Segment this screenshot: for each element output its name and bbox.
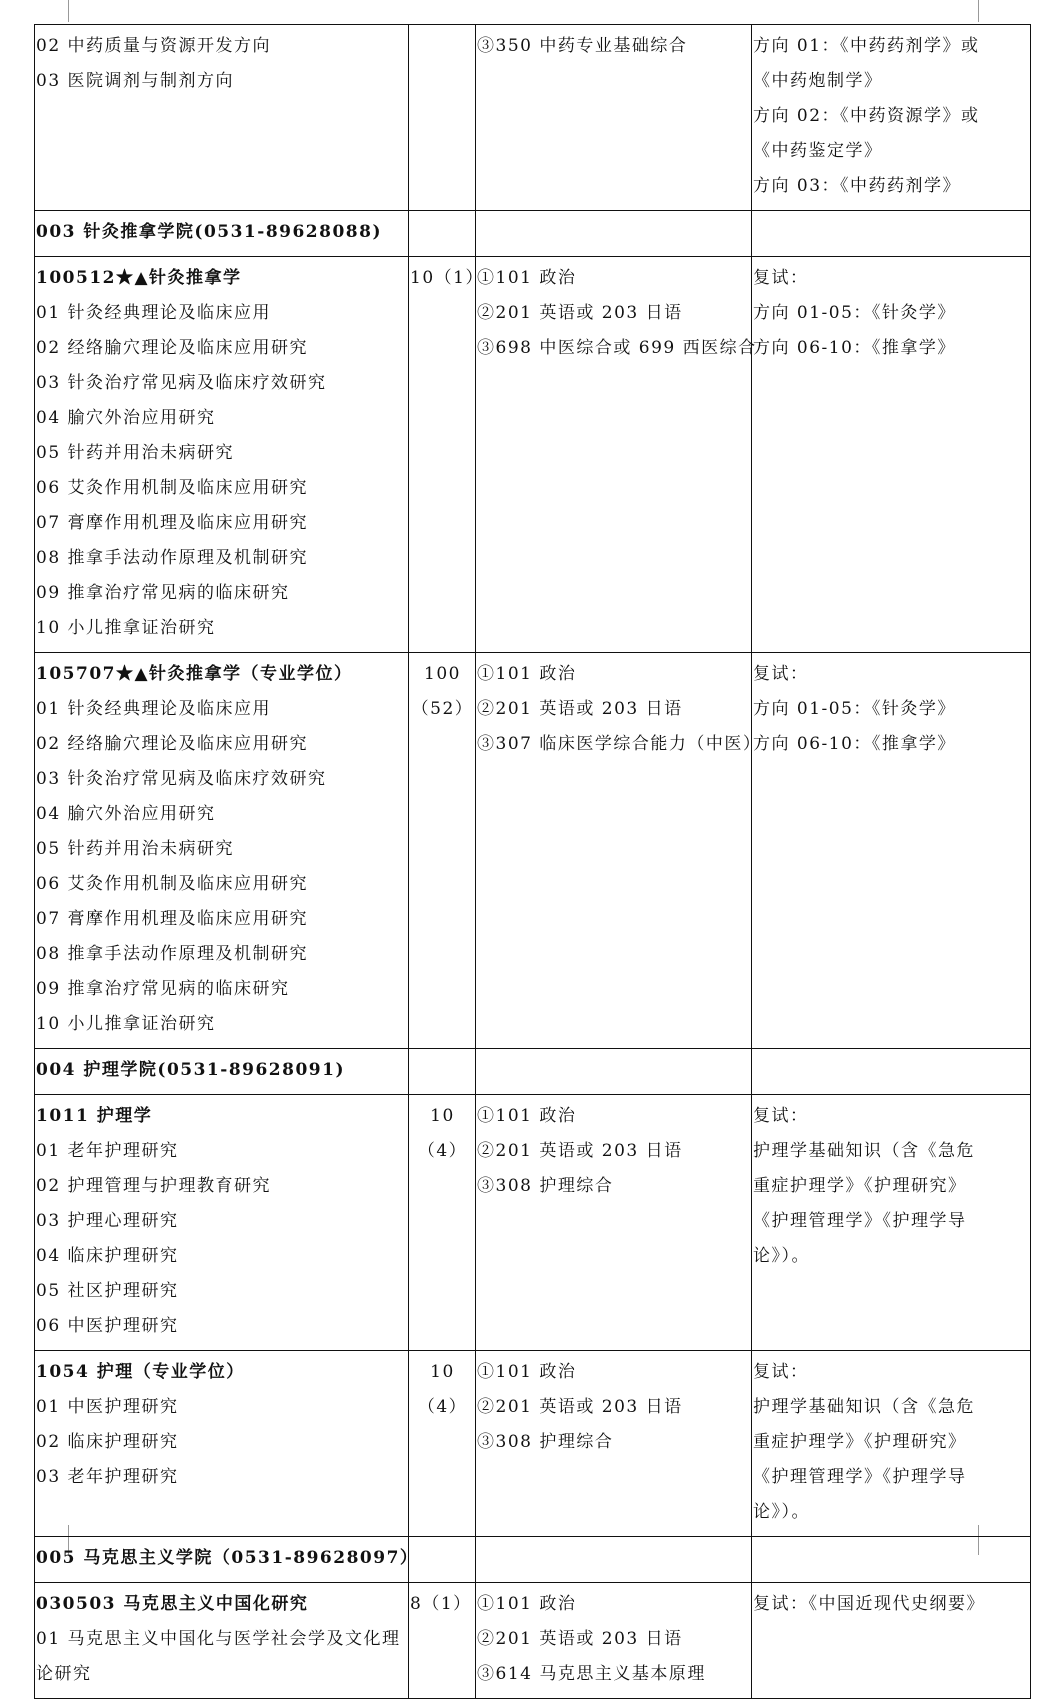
research-direction: 02 临床护理研究	[36, 1432, 179, 1452]
enrollment-quota: 100	[424, 664, 461, 684]
reexam-note: 重症护理学》《护理研究》	[753, 1176, 967, 1196]
research-direction: 02 经络腧穴理论及临床应用研究	[36, 338, 309, 358]
exam-subject: ②201 英语或 203 日语	[477, 1397, 683, 1417]
college-name: 003 针灸推拿学院(0531-89628088)	[36, 222, 382, 242]
quota-cell	[409, 25, 476, 211]
exam-subject: ③307 临床医学综合能力（中医）	[477, 734, 762, 754]
reexam-note: 护理学基础知识（含《急危	[753, 1397, 975, 1417]
exam-subject: ①101 政治	[477, 268, 577, 288]
empty-cell	[476, 1537, 752, 1583]
notes-cell	[752, 1095, 1031, 1351]
empty-cell	[752, 1537, 1031, 1583]
enrollment-quota: 10	[430, 1106, 455, 1126]
empty-cell	[409, 211, 476, 257]
enrollment-quota: 10	[430, 1362, 455, 1382]
notes-cell	[752, 257, 1031, 653]
major-title: 1011 护理学	[36, 1106, 153, 1126]
major-row	[35, 653, 1031, 1049]
reexam-note: 方向 01-05：《针灸学》	[753, 303, 956, 323]
research-direction: 03 老年护理研究	[36, 1467, 179, 1487]
research-direction: 06 中医护理研究	[36, 1316, 179, 1336]
major-cell	[35, 1095, 409, 1351]
exam-subject: ②201 英语或 203 日语	[477, 1629, 683, 1649]
major-cell	[35, 1351, 409, 1537]
enrollment-quota: 10（1）	[410, 268, 484, 288]
reexam-note: 《护理管理学》《护理学导	[753, 1467, 967, 1487]
exam-subject: ①101 政治	[477, 1362, 577, 1382]
reexam-note: 方向 06-10：《推拿学》	[753, 338, 956, 358]
exam-subjects-cell	[476, 1583, 752, 1699]
research-direction: 03 针灸治疗常见病及临床疗效研究	[36, 769, 327, 789]
college-name-cell	[35, 1049, 409, 1095]
reexam-note: 《中药炮制学》	[753, 71, 883, 91]
exam-subject: ③698 中医综合或 699 西医综合	[477, 338, 757, 358]
exam-subject: ③308 护理综合	[477, 1176, 614, 1196]
enrollment-quota: 8（1）	[410, 1594, 472, 1614]
reexam-note: 复试：《中国近现代史纲要》	[753, 1594, 985, 1614]
major-cell	[35, 25, 409, 211]
research-direction: 01 老年护理研究	[36, 1141, 179, 1161]
major-title: 1054 护理（专业学位）	[36, 1362, 245, 1382]
notes-cell	[752, 1351, 1031, 1537]
notes-cell	[752, 1583, 1031, 1699]
research-direction: 09 推拿治疗常见病的临床研究	[36, 583, 290, 603]
research-direction: 03 针灸治疗常见病及临床疗效研究	[36, 373, 327, 393]
major-title: 100512★▲针灸推拿学	[36, 268, 242, 288]
enrollment-quota: （4）	[417, 1397, 468, 1417]
reexam-note: 复试：	[753, 268, 809, 288]
exam-subject: ③308 护理综合	[477, 1432, 614, 1452]
empty-cell	[752, 211, 1031, 257]
reexam-note: 复试：	[753, 1362, 809, 1382]
notes-cell	[752, 25, 1031, 211]
reexam-note: 方向 06-10：《推拿学》	[753, 734, 956, 754]
exam-subject: ③350 中药专业基础综合	[477, 36, 688, 56]
quota-cell	[409, 1351, 476, 1537]
reexam-note: 《中药鉴定学》	[753, 141, 883, 161]
exam-subjects-cell	[476, 1095, 752, 1351]
college-name: 004 护理学院(0531-89628091)	[36, 1060, 345, 1080]
research-direction: 01 马克思主义中国化与医学社会学及文化理论研究	[36, 1629, 401, 1684]
exam-subject: ②201 英语或 203 日语	[477, 1141, 683, 1161]
empty-cell	[409, 1537, 476, 1583]
college-name-cell	[35, 211, 409, 257]
exam-subject: ①101 政治	[477, 1594, 577, 1614]
research-direction: 09 推拿治疗常见病的临床研究	[36, 979, 290, 999]
research-direction: 03 医院调剂与制剂方向	[36, 71, 235, 91]
research-direction: 03 护理心理研究	[36, 1211, 179, 1231]
college-header-row	[35, 1537, 1031, 1583]
major-cell	[35, 257, 409, 653]
empty-cell	[409, 1049, 476, 1095]
empty-cell	[476, 1049, 752, 1095]
college-header-row	[35, 1049, 1031, 1095]
exam-subject: ①101 政治	[477, 664, 577, 684]
crop-mark-top-left	[68, 0, 69, 22]
research-direction: 08 推拿手法动作原理及机制研究	[36, 944, 309, 964]
exam-subjects-cell	[476, 653, 762, 1049]
exam-subject: ②201 英语或 203 日语	[477, 303, 683, 323]
empty-cell	[752, 1049, 1031, 1095]
reexam-note: 方向 01：《中药药剂学》或	[753, 36, 980, 56]
quota-cell	[409, 1583, 476, 1699]
reexam-note: 方向 03：《中药药剂学》	[753, 176, 962, 196]
research-direction: 01 针灸经典理论及临床应用	[36, 699, 272, 719]
quota-cell	[409, 1095, 476, 1351]
reexam-note: 论》）。	[753, 1502, 810, 1522]
exam-subject: ②201 英语或 203 日语	[477, 699, 683, 719]
research-direction: 08 推拿手法动作原理及机制研究	[36, 548, 309, 568]
research-direction: 01 中医护理研究	[36, 1397, 179, 1417]
exam-subject: ③614 马克思主义基本原理	[477, 1664, 706, 1684]
major-cell	[35, 1583, 409, 1699]
research-direction: 01 针灸经典理论及临床应用	[36, 303, 272, 323]
research-direction: 10 小儿推拿证治研究	[36, 618, 216, 638]
research-direction: 05 针药并用治未病研究	[36, 443, 235, 463]
major-cell	[35, 653, 409, 1049]
major-row	[35, 1583, 1031, 1699]
reexam-note: 论》）。	[753, 1246, 810, 1266]
research-direction: 04 腧穴外治应用研究	[36, 408, 216, 428]
empty-cell	[476, 211, 752, 257]
quota-cell	[409, 257, 484, 653]
research-direction: 02 经络腧穴理论及临床应用研究	[36, 734, 309, 754]
research-direction: 02 护理管理与护理教育研究	[36, 1176, 272, 1196]
reexam-note: 方向 02：《中药资源学》或	[753, 106, 980, 126]
research-direction: 06 艾灸作用机制及临床应用研究	[36, 478, 309, 498]
major-row	[35, 257, 1031, 653]
major-row	[35, 1351, 1031, 1537]
exam-subjects-cell	[476, 25, 752, 211]
research-direction: 07 膏摩作用机理及临床应用研究	[36, 513, 309, 533]
quota-cell	[409, 653, 476, 1049]
notes-cell	[752, 653, 1031, 1049]
research-direction: 04 腧穴外治应用研究	[36, 804, 216, 824]
enrollment-quota: （4）	[417, 1141, 468, 1161]
reexam-note: 方向 01-05：《针灸学》	[753, 699, 956, 719]
reexam-note: 《护理管理学》《护理学导	[753, 1211, 967, 1231]
major-row	[35, 25, 1031, 211]
exam-subjects-cell	[476, 1351, 752, 1537]
research-direction: 06 艾灸作用机制及临床应用研究	[36, 874, 309, 894]
college-name-cell	[35, 1537, 419, 1583]
research-direction: 05 社区护理研究	[36, 1281, 179, 1301]
reexam-note: 重症护理学》《护理研究》	[753, 1432, 967, 1452]
college-name: 005 马克思主义学院（0531-89628097）	[36, 1548, 419, 1568]
crop-mark-top-right	[978, 0, 979, 22]
research-direction: 07 膏摩作用机理及临床应用研究	[36, 909, 309, 929]
research-direction: 04 临床护理研究	[36, 1246, 179, 1266]
major-row	[35, 1095, 1031, 1351]
college-header-row	[35, 211, 1031, 257]
enrollment-quota: （52）	[411, 699, 474, 719]
reexam-note: 复试：	[753, 1106, 809, 1126]
admissions-catalog-table	[34, 24, 1031, 1699]
reexam-note: 护理学基础知识（含《急危	[753, 1141, 975, 1161]
major-title: 030503 马克思主义中国化研究	[36, 1594, 309, 1614]
major-title: 105707★▲针灸推拿学（专业学位）	[36, 664, 353, 684]
research-direction: 02 中药质量与资源开发方向	[36, 36, 272, 56]
reexam-note: 复试：	[753, 664, 809, 684]
research-direction: 10 小儿推拿证治研究	[36, 1014, 216, 1034]
catalog-body	[35, 25, 1031, 1699]
research-direction: 05 针药并用治未病研究	[36, 839, 235, 859]
exam-subjects-cell	[476, 257, 757, 653]
exam-subject: ①101 政治	[477, 1106, 577, 1126]
